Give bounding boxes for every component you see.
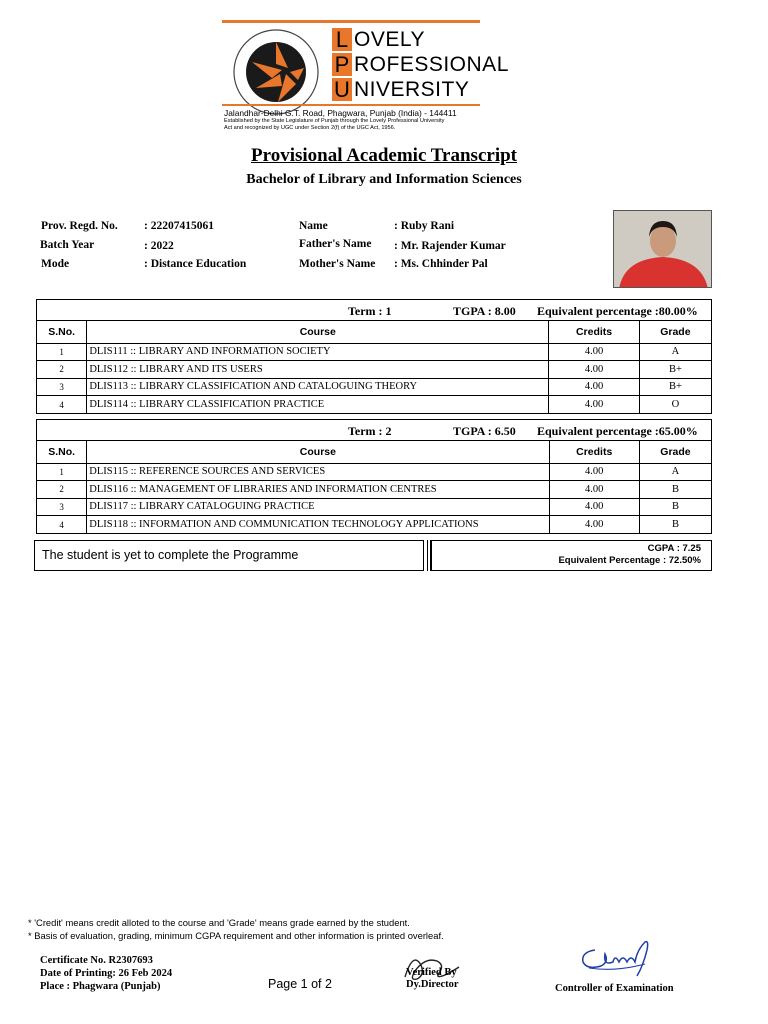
row-credits: 4.00 bbox=[549, 481, 639, 499]
mode-label: Mode bbox=[41, 258, 70, 270]
father-label: Father's Name bbox=[299, 238, 372, 250]
row-sno: 3 bbox=[37, 378, 87, 396]
program-status: The student is yet to complete the Programme bbox=[34, 540, 424, 571]
university-address: Jalandhar-Delhi G.T. Road, Phagwara, Punjab (India) - 144411 bbox=[224, 108, 457, 118]
program-name: Bachelor of Library and Information Sciences bbox=[246, 172, 522, 187]
term-1-equiv: Equivalent percentage :80.00% bbox=[537, 304, 698, 318]
row-course: DLIS112 :: LIBRARY AND ITS USERS bbox=[87, 361, 549, 379]
batch-value: : 2022 bbox=[144, 240, 174, 252]
logo-top-bar bbox=[222, 20, 480, 23]
row-sno: 2 bbox=[37, 361, 87, 379]
row-course: DLIS118 :: INFORMATION AND COMMUNICATION TECHNOLOGY APPLICATIONS bbox=[87, 516, 549, 534]
row-credits: 4.00 bbox=[549, 516, 639, 534]
student-photo bbox=[613, 210, 712, 288]
controller-signature-icon bbox=[575, 936, 670, 980]
col-credits: Credits bbox=[549, 321, 640, 343]
col-sno: S.No. bbox=[37, 321, 87, 343]
term-1-label: Term : 1 bbox=[348, 304, 392, 318]
term-2-label: Term : 2 bbox=[348, 424, 392, 438]
row-credits: 4.00 bbox=[549, 463, 639, 481]
mother-value: : Ms. Chhinder Pal bbox=[394, 258, 488, 270]
col-credits: Credits bbox=[549, 441, 639, 463]
row-sno: 2 bbox=[37, 481, 87, 499]
document-title: Provisional Academic Transcript bbox=[251, 145, 517, 166]
logo-word-lovely: OVELY bbox=[354, 27, 425, 51]
row-sno: 1 bbox=[37, 463, 87, 481]
term-2-table bbox=[36, 419, 712, 534]
dy-director-label: Dy.Director bbox=[406, 979, 459, 990]
term-2-header bbox=[37, 420, 711, 441]
table-row bbox=[37, 343, 711, 361]
table-row bbox=[37, 361, 711, 379]
regd-label: Prov. Regd. No. bbox=[41, 220, 118, 232]
term-2-grades bbox=[37, 441, 711, 533]
controller-of-examination-label: Controller of Examination bbox=[555, 983, 674, 994]
term-1-table bbox=[36, 299, 712, 414]
logo-letter-p: P bbox=[332, 53, 352, 76]
cgpa-summary bbox=[431, 540, 712, 571]
term-1-tgpa: TGPA : 8.00 bbox=[453, 304, 516, 318]
row-sno: 1 bbox=[37, 343, 87, 361]
mode-value: : Distance Education bbox=[144, 258, 247, 270]
row-course: DLIS116 :: MANAGEMENT OF LIBRARIES AND INFORMATION CENTRES bbox=[87, 481, 549, 499]
col-grade: Grade bbox=[639, 441, 711, 463]
row-grade: B bbox=[639, 481, 711, 499]
table-row bbox=[37, 378, 711, 396]
table-row bbox=[37, 463, 711, 481]
row-grade: A bbox=[639, 343, 711, 361]
cgpa-equiv-percentage: Equivalent Percentage : 72.50% bbox=[558, 555, 701, 566]
father-value: : Mr. Rajender Kumar bbox=[394, 240, 506, 252]
university-established-note bbox=[224, 118, 484, 132]
table-row bbox=[37, 516, 711, 534]
row-course: DLIS117 :: LIBRARY CATALOGUING PRACTICE bbox=[87, 498, 549, 516]
footnote-evaluation: * Basis of evaluation, grading, minimum CGPA requirement and other information is printed overleaf. bbox=[28, 930, 444, 941]
row-grade: A bbox=[639, 463, 711, 481]
table-row bbox=[37, 396, 711, 414]
row-course: DLIS114 :: LIBRARY CLASSIFICATION PRACTICE bbox=[87, 396, 549, 414]
mother-label: Mother's Name bbox=[299, 258, 376, 270]
row-grade: O bbox=[639, 396, 711, 414]
row-credits: 4.00 bbox=[549, 396, 640, 414]
logo-word-professional: ROFESSIONAL bbox=[354, 52, 509, 76]
table-row bbox=[37, 481, 711, 499]
row-grade: B bbox=[639, 516, 711, 534]
term-1-grades bbox=[37, 321, 711, 413]
logo-letter-u: U bbox=[332, 78, 352, 101]
logo-letter-l: L bbox=[332, 28, 352, 51]
row-grade: B+ bbox=[639, 361, 711, 379]
row-sno: 4 bbox=[37, 396, 87, 414]
batch-label: Batch Year bbox=[40, 239, 95, 251]
row-credits: 4.00 bbox=[549, 378, 640, 396]
row-sno: 4 bbox=[37, 516, 87, 534]
row-sno: 3 bbox=[37, 498, 87, 516]
cgpa-value: CGPA : 7.25 bbox=[647, 543, 701, 554]
row-course: DLIS115 :: REFERENCE SOURCES AND SERVICES bbox=[87, 463, 549, 481]
name-value: : Ruby Rani bbox=[394, 220, 455, 232]
col-grade: Grade bbox=[639, 321, 711, 343]
footnote-credit: * 'Credit' means credit alloted to the course and 'Grade' means grade earned by the student. bbox=[28, 917, 410, 928]
col-course: Course bbox=[87, 441, 549, 463]
row-grade: B bbox=[639, 498, 711, 516]
certificate-number: Certificate No. R2307693 bbox=[40, 955, 153, 966]
row-grade: B+ bbox=[639, 378, 711, 396]
table-row bbox=[37, 498, 711, 516]
row-credits: 4.00 bbox=[549, 498, 639, 516]
printing-date: Date of Printing: 26 Feb 2024 bbox=[40, 968, 173, 979]
row-credits: 4.00 bbox=[549, 343, 640, 361]
table-header-row bbox=[37, 321, 711, 343]
row-course: DLIS113 :: LIBRARY CLASSIFICATION AND CATALOGUING THEORY bbox=[87, 378, 549, 396]
col-course: Course bbox=[87, 321, 549, 343]
logo-word-university: NIVERSITY bbox=[354, 77, 470, 101]
printing-place: Place : Phagwara (Punjab) bbox=[40, 981, 161, 992]
regd-value: : 22207415061 bbox=[144, 220, 214, 232]
established-line-1: Established by the State Legislature of Punjab through the Lovely Professional University bbox=[224, 118, 445, 124]
row-course: DLIS111 :: LIBRARY AND INFORMATION SOCIETY bbox=[87, 343, 549, 361]
established-line-2: Act and recognized by UGC under Section 2(f) of the UGC Act, 1956. bbox=[224, 125, 396, 131]
table-header-row bbox=[37, 441, 711, 463]
page-number: Page 1 of 2 bbox=[268, 977, 332, 991]
university-seal-icon bbox=[232, 28, 320, 116]
term-2-equiv: Equivalent percentage :65.00% bbox=[537, 424, 698, 438]
logo-wordmark bbox=[332, 27, 509, 102]
col-sno: S.No. bbox=[37, 441, 87, 463]
verified-by-label: Verified By bbox=[406, 967, 457, 978]
term-1-header bbox=[37, 300, 711, 321]
name-label: Name bbox=[299, 220, 328, 232]
term-2-tgpa: TGPA : 6.50 bbox=[453, 424, 516, 438]
student-photo-image bbox=[614, 211, 712, 288]
row-credits: 4.00 bbox=[549, 361, 640, 379]
logo-bottom-bar bbox=[222, 104, 480, 106]
